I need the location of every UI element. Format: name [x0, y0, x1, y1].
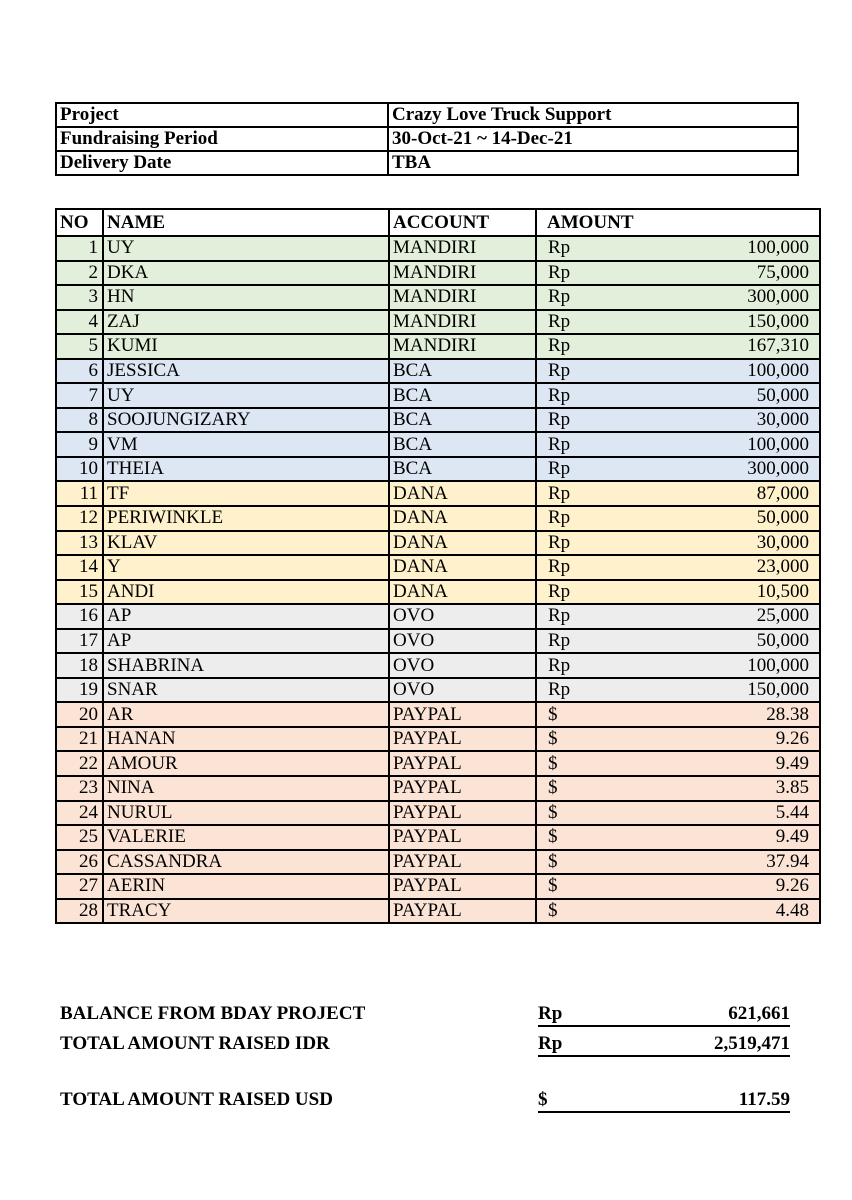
- row-amount: [536, 850, 820, 875]
- row-no: 13: [56, 531, 103, 556]
- row-amount-value: 167,310: [747, 335, 809, 357]
- table-row: [56, 383, 820, 408]
- row-account: PAYPAL: [389, 899, 536, 924]
- row-currency: $: [548, 777, 558, 799]
- row-account: BCA: [389, 383, 536, 408]
- row-currency: $: [548, 703, 558, 725]
- row-account: MANDIRI: [389, 310, 536, 335]
- row-name: NINA: [103, 776, 389, 801]
- row-name: KLAV: [103, 531, 389, 556]
- row-no: 2: [56, 261, 103, 286]
- table-header-row: [56, 209, 820, 236]
- row-amount-value: 50,000: [756, 630, 809, 652]
- row-account: DANA: [389, 580, 536, 605]
- total-usd-amount: [538, 1089, 790, 1113]
- row-name: Y: [103, 555, 389, 580]
- row-name: THEIA: [103, 457, 389, 482]
- row-account: OVO: [389, 629, 536, 654]
- row-no: 8: [56, 408, 103, 433]
- row-amount: [536, 506, 820, 531]
- row-account: PAYPAL: [389, 801, 536, 826]
- bday-balance-currency: Rp: [538, 1003, 563, 1024]
- row-amount-value: 25,000: [756, 605, 809, 627]
- period-label: Fundraising Period: [56, 127, 388, 151]
- row-name: AP: [103, 629, 389, 654]
- row-name: ANDI: [103, 580, 389, 605]
- table-row: [56, 310, 820, 335]
- row-no: 10: [56, 457, 103, 482]
- row-currency: $: [548, 752, 558, 774]
- total-idr-label: TOTAL AMOUNT RAISED IDR: [60, 1033, 330, 1054]
- row-account: PAYPAL: [389, 751, 536, 776]
- row-currency: $: [548, 826, 558, 848]
- row-name: VM: [103, 432, 389, 457]
- row-amount: [536, 261, 820, 286]
- total-idr-amount: [538, 1033, 790, 1057]
- row-name: SNAR: [103, 678, 389, 703]
- row-no: 26: [56, 850, 103, 875]
- total-idr-currency: Rp: [538, 1033, 563, 1054]
- row-amount: [536, 604, 820, 629]
- row-name: VALERIE: [103, 825, 389, 850]
- row-account: MANDIRI: [389, 261, 536, 286]
- row-currency: $: [548, 850, 558, 872]
- row-amount: [536, 408, 820, 433]
- row-no: 12: [56, 506, 103, 531]
- table-row: [56, 629, 820, 654]
- row-no: 16: [56, 604, 103, 629]
- row-amount-value: 100,000: [747, 654, 809, 676]
- row-name: KUMI: [103, 334, 389, 359]
- row-currency: Rp: [548, 286, 571, 308]
- row-amount: [536, 801, 820, 826]
- row-amount: [536, 727, 820, 752]
- row-no: 11: [56, 481, 103, 506]
- row-name: CASSANDRA: [103, 850, 389, 875]
- table-row: [56, 432, 820, 457]
- row-amount: [536, 629, 820, 654]
- donor-rows: [56, 236, 820, 923]
- row-account: PAYPAL: [389, 702, 536, 727]
- table-row: [56, 481, 820, 506]
- row-account: OVO: [389, 604, 536, 629]
- row-no: 17: [56, 629, 103, 654]
- row-account: MANDIRI: [389, 285, 536, 310]
- row-account: DANA: [389, 506, 536, 531]
- header-amount: AMOUNT: [536, 209, 820, 236]
- header-account: ACCOUNT: [389, 209, 536, 236]
- row-no: 4: [56, 310, 103, 335]
- table-row: [56, 776, 820, 801]
- row-amount: [536, 776, 820, 801]
- table-row: [56, 702, 820, 727]
- bday-balance-amount: [538, 1003, 790, 1027]
- row-amount: [536, 236, 820, 261]
- total-usd-label: TOTAL AMOUNT RAISED USD: [60, 1089, 333, 1110]
- row-amount-value: 28.38: [766, 703, 809, 725]
- row-amount: [536, 874, 820, 899]
- row-amount: [536, 310, 820, 335]
- delivery-label: Delivery Date: [56, 151, 388, 175]
- row-amount-value: 50,000: [756, 384, 809, 406]
- row-amount-value: 100,000: [747, 237, 809, 259]
- row-name: PERIWINKLE: [103, 506, 389, 531]
- row-account: PAYPAL: [389, 727, 536, 752]
- row-amount: [536, 751, 820, 776]
- row-name: AR: [103, 702, 389, 727]
- table-row: [56, 236, 820, 261]
- row-currency: Rp: [548, 507, 571, 529]
- row-amount: [536, 702, 820, 727]
- table-row: [56, 850, 820, 875]
- row-amount-value: 9.26: [775, 728, 809, 750]
- row-amount: [536, 285, 820, 310]
- row-no: 22: [56, 751, 103, 776]
- row-account: OVO: [389, 678, 536, 703]
- table-row: [56, 899, 820, 924]
- table-row: [56, 874, 820, 899]
- row-account: PAYPAL: [389, 776, 536, 801]
- total-idr-value: 2,519,471: [714, 1033, 790, 1054]
- table-row: [56, 506, 820, 531]
- row-name: UY: [103, 236, 389, 261]
- row-currency: Rp: [548, 531, 571, 553]
- row-amount: [536, 531, 820, 556]
- row-name: HN: [103, 285, 389, 310]
- row-amount: [536, 653, 820, 678]
- table-row: [56, 555, 820, 580]
- table-row: [56, 678, 820, 703]
- row-currency: Rp: [548, 580, 571, 602]
- row-amount: [536, 334, 820, 359]
- row-amount: [536, 825, 820, 850]
- delivery-row: [56, 151, 798, 175]
- project-row: [56, 103, 798, 127]
- row-currency: Rp: [548, 605, 571, 627]
- row-no: 6: [56, 359, 103, 384]
- row-amount-value: 50,000: [756, 507, 809, 529]
- delivery-value: TBA: [388, 151, 798, 175]
- row-currency: Rp: [548, 679, 571, 701]
- row-currency: Rp: [548, 335, 571, 357]
- row-name: NURUL: [103, 801, 389, 826]
- row-account: PAYPAL: [389, 850, 536, 875]
- row-currency: Rp: [548, 556, 571, 578]
- row-amount-value: 4.48: [775, 900, 809, 922]
- row-currency: Rp: [548, 360, 571, 381]
- row-account: DANA: [389, 555, 536, 580]
- row-name: AP: [103, 604, 389, 629]
- row-amount-value: 300,000: [747, 458, 809, 480]
- row-currency: Rp: [548, 237, 571, 259]
- row-currency: $: [548, 875, 558, 897]
- table-row: [56, 531, 820, 556]
- row-amount-value: 87,000: [756, 482, 809, 504]
- bday-balance-label: BALANCE FROM BDAY PROJECT: [60, 1003, 366, 1024]
- row-name: AERIN: [103, 874, 389, 899]
- row-currency: Rp: [548, 310, 571, 332]
- row-amount: [536, 457, 820, 482]
- table-row: [56, 261, 820, 286]
- row-name: AMOUR: [103, 751, 389, 776]
- row-currency: Rp: [548, 384, 571, 406]
- row-no: 14: [56, 555, 103, 580]
- row-currency: Rp: [548, 261, 571, 283]
- row-currency: Rp: [548, 433, 571, 455]
- row-amount-value: 10,500: [756, 580, 809, 602]
- row-amount: [536, 580, 820, 605]
- row-account: PAYPAL: [389, 874, 536, 899]
- row-amount-value: 75,000: [756, 261, 809, 283]
- row-currency: $: [548, 728, 558, 750]
- row-amount-value: 30,000: [756, 409, 809, 431]
- table-row: [56, 457, 820, 482]
- row-no: 18: [56, 653, 103, 678]
- row-no: 5: [56, 334, 103, 359]
- period-row: [56, 127, 798, 151]
- row-no: 7: [56, 383, 103, 408]
- row-name: TRACY: [103, 899, 389, 924]
- table-row: [56, 580, 820, 605]
- row-no: 3: [56, 285, 103, 310]
- period-value: 30-Oct-21 ~ 14-Dec-21: [388, 127, 798, 151]
- row-amount-value: 300,000: [747, 286, 809, 308]
- row-name: HANAN: [103, 727, 389, 752]
- row-amount: [536, 678, 820, 703]
- table-row: [56, 408, 820, 433]
- header-name: NAME: [103, 209, 389, 236]
- row-amount-value: 9.49: [775, 826, 809, 848]
- row-amount-value: 3.85: [775, 777, 809, 799]
- row-amount: [536, 383, 820, 408]
- row-name: TF: [103, 481, 389, 506]
- row-account: OVO: [389, 653, 536, 678]
- row-no: 19: [56, 678, 103, 703]
- row-amount-value: 9.26: [775, 875, 809, 897]
- row-currency: Rp: [548, 630, 571, 652]
- row-amount-value: 37.94: [766, 850, 809, 872]
- row-name: UY: [103, 383, 389, 408]
- bday-balance-value: 621,661: [728, 1003, 790, 1024]
- row-no: 21: [56, 727, 103, 752]
- total-usd-currency: $: [538, 1089, 548, 1110]
- row-currency: Rp: [548, 482, 571, 504]
- row-no: 1: [56, 236, 103, 261]
- row-no: 28: [56, 899, 103, 924]
- row-amount-value: 100,000: [747, 360, 809, 381]
- row-currency: Rp: [548, 409, 571, 431]
- row-no: 27: [56, 874, 103, 899]
- row-no: 25: [56, 825, 103, 850]
- row-amount-value: 5.44: [775, 801, 809, 823]
- row-account: DANA: [389, 531, 536, 556]
- row-amount-value: 150,000: [747, 310, 809, 332]
- row-no: 24: [56, 801, 103, 826]
- row-currency: $: [548, 801, 558, 823]
- row-account: PAYPAL: [389, 825, 536, 850]
- row-no: 20: [56, 702, 103, 727]
- row-amount-value: 150,000: [747, 679, 809, 701]
- row-name: SHABRINA: [103, 653, 389, 678]
- header-no: NO: [56, 209, 103, 236]
- project-value: Crazy Love Truck Support: [388, 103, 798, 127]
- row-currency: Rp: [548, 458, 571, 480]
- row-currency: $: [548, 900, 558, 922]
- row-name: SOOJUNGIZARY: [103, 408, 389, 433]
- row-amount: [536, 555, 820, 580]
- table-row: [56, 825, 820, 850]
- row-account: MANDIRI: [389, 334, 536, 359]
- table-row: [56, 653, 820, 678]
- row-name: JESSICA: [103, 359, 389, 384]
- row-amount: [536, 432, 820, 457]
- table-row: [56, 727, 820, 752]
- table-row: [56, 801, 820, 826]
- row-account: BCA: [389, 457, 536, 482]
- row-no: 15: [56, 580, 103, 605]
- row-name: DKA: [103, 261, 389, 286]
- project-info-table: [55, 102, 799, 176]
- row-amount: [536, 481, 820, 506]
- row-account: BCA: [389, 359, 536, 384]
- row-currency: Rp: [548, 654, 571, 676]
- row-no: 23: [56, 776, 103, 801]
- row-amount-value: 23,000: [756, 556, 809, 578]
- table-row: [56, 334, 820, 359]
- row-no: 9: [56, 432, 103, 457]
- donor-table: [55, 208, 821, 924]
- row-account: DANA: [389, 481, 536, 506]
- row-amount: [536, 359, 820, 384]
- row-amount-value: 100,000: [747, 433, 809, 455]
- table-row: [56, 604, 820, 629]
- row-account: MANDIRI: [389, 236, 536, 261]
- total-usd-value: 117.59: [738, 1089, 790, 1110]
- row-amount-value: 9.49: [775, 752, 809, 774]
- row-account: BCA: [389, 408, 536, 433]
- table-row: [56, 751, 820, 776]
- row-account: BCA: [389, 432, 536, 457]
- row-name: ZAJ: [103, 310, 389, 335]
- row-amount-value: 30,000: [756, 531, 809, 553]
- row-amount: [536, 899, 820, 924]
- project-label: Project: [56, 103, 388, 127]
- table-row: [56, 359, 820, 384]
- table-row: [56, 285, 820, 310]
